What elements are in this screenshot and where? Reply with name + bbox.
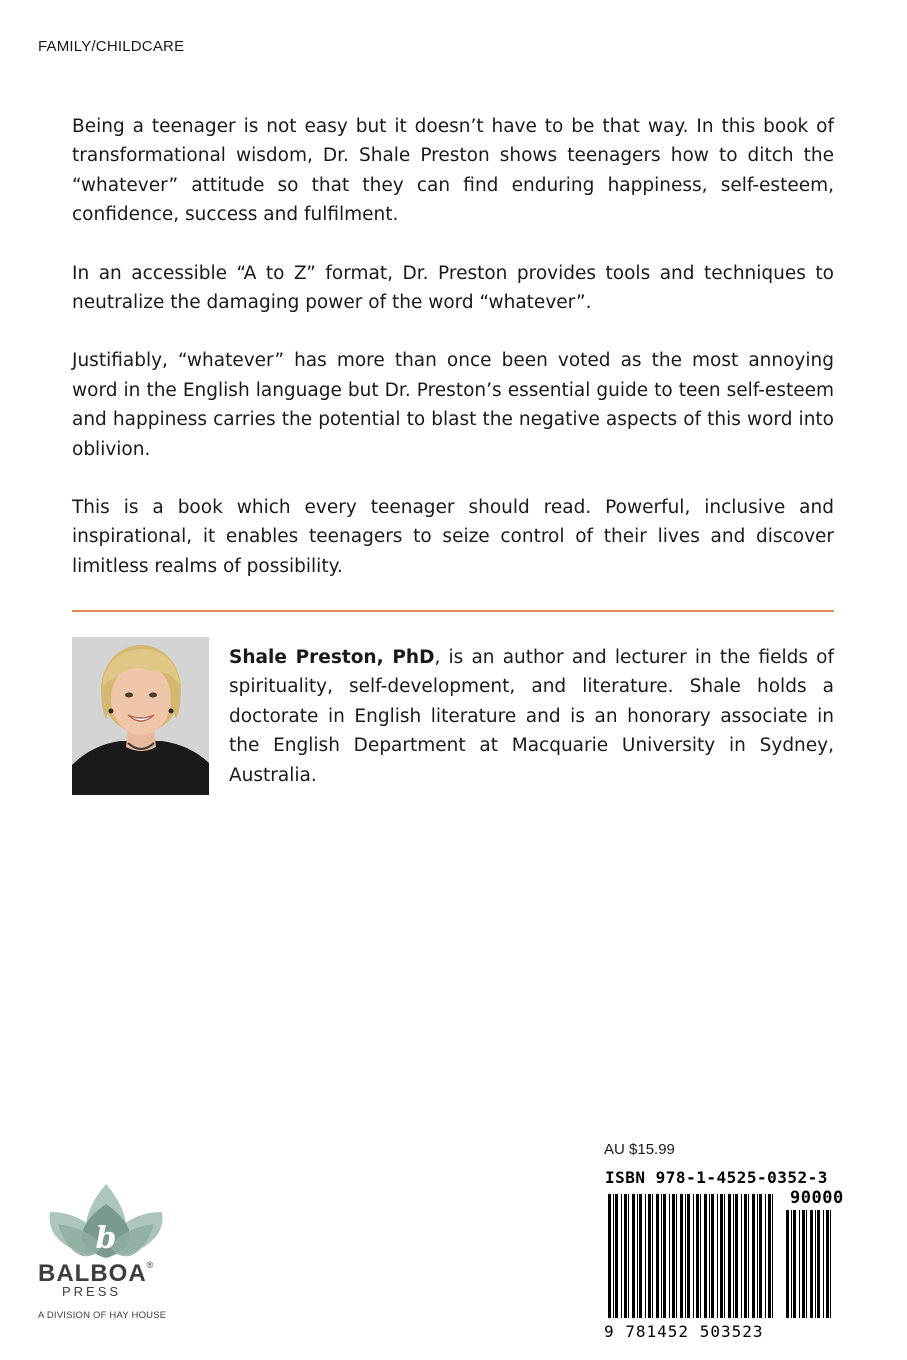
barcode-digits: 9 781452 503523 (604, 1322, 764, 1341)
author-portrait-image (72, 637, 209, 795)
author-bio (229, 643, 834, 790)
blurb (72, 112, 834, 610)
blurb-paragraph-3: Justifiably, “whatever” has more than once been voted as the most annoying word in the English language but Dr. Preston’s essential guide to teen self-esteem and happiness carries the potential to blast the negative aspects of this word into oblivion. (72, 350, 834, 460)
price-label: AU $15.99 (604, 1141, 675, 1158)
author-name: Shale Preston, PhD (229, 647, 435, 668)
publisher-sub: PRESS (62, 1284, 122, 1299)
addon-barcode-bars (786, 1210, 831, 1318)
balboa-lotus-icon (36, 1180, 176, 1330)
category-label: FAMILY/CHILDCARE (38, 38, 185, 55)
blurb-paragraph-4: This is a book which every teenager should read. Powerful, inclusive and inspirational, it enables teenagers to seize control of their lives and discover limitless realms of possibility. (72, 497, 834, 577)
ean-barcode-bars (608, 1194, 773, 1318)
blurb-paragraph-1: Being a teenager is not easy but it doesn’t have to be that way. In this book of transformational wisdom, Dr. Shale Preston shows teenagers how to ditch the “whatever” attitude so that they can find enduring happiness, self-esteem, confidence, success and fulfilment. (72, 116, 834, 226)
logo-letter: b (95, 1221, 117, 1256)
barcode-addon-number: 90000 (790, 1188, 844, 1208)
author-photo (72, 637, 209, 795)
author-bio-text: , is an author and lecturer in the fields of spirituality, self-development, and literature. Shale holds a doctorate in English literature and is an honorary associate in the English Department at Macquarie University in Sydney, Australia. (229, 647, 835, 786)
publisher-division: A DIVISION OF HAY HOUSE (38, 1310, 167, 1321)
isbn-label: ISBN 978-1-4525-0352-3 (605, 1168, 828, 1187)
blurb-paragraph-2: In an accessible “A to Z” format, Dr. Preston provides tools and techniques to neutralize the damaging power of the word “whatever”. (72, 262, 834, 314)
registered-mark: ® (146, 1260, 155, 1270)
divider-rule (72, 610, 834, 612)
barcode-image (600, 1188, 840, 1323)
publisher-name-text: BALBOA (38, 1260, 147, 1287)
